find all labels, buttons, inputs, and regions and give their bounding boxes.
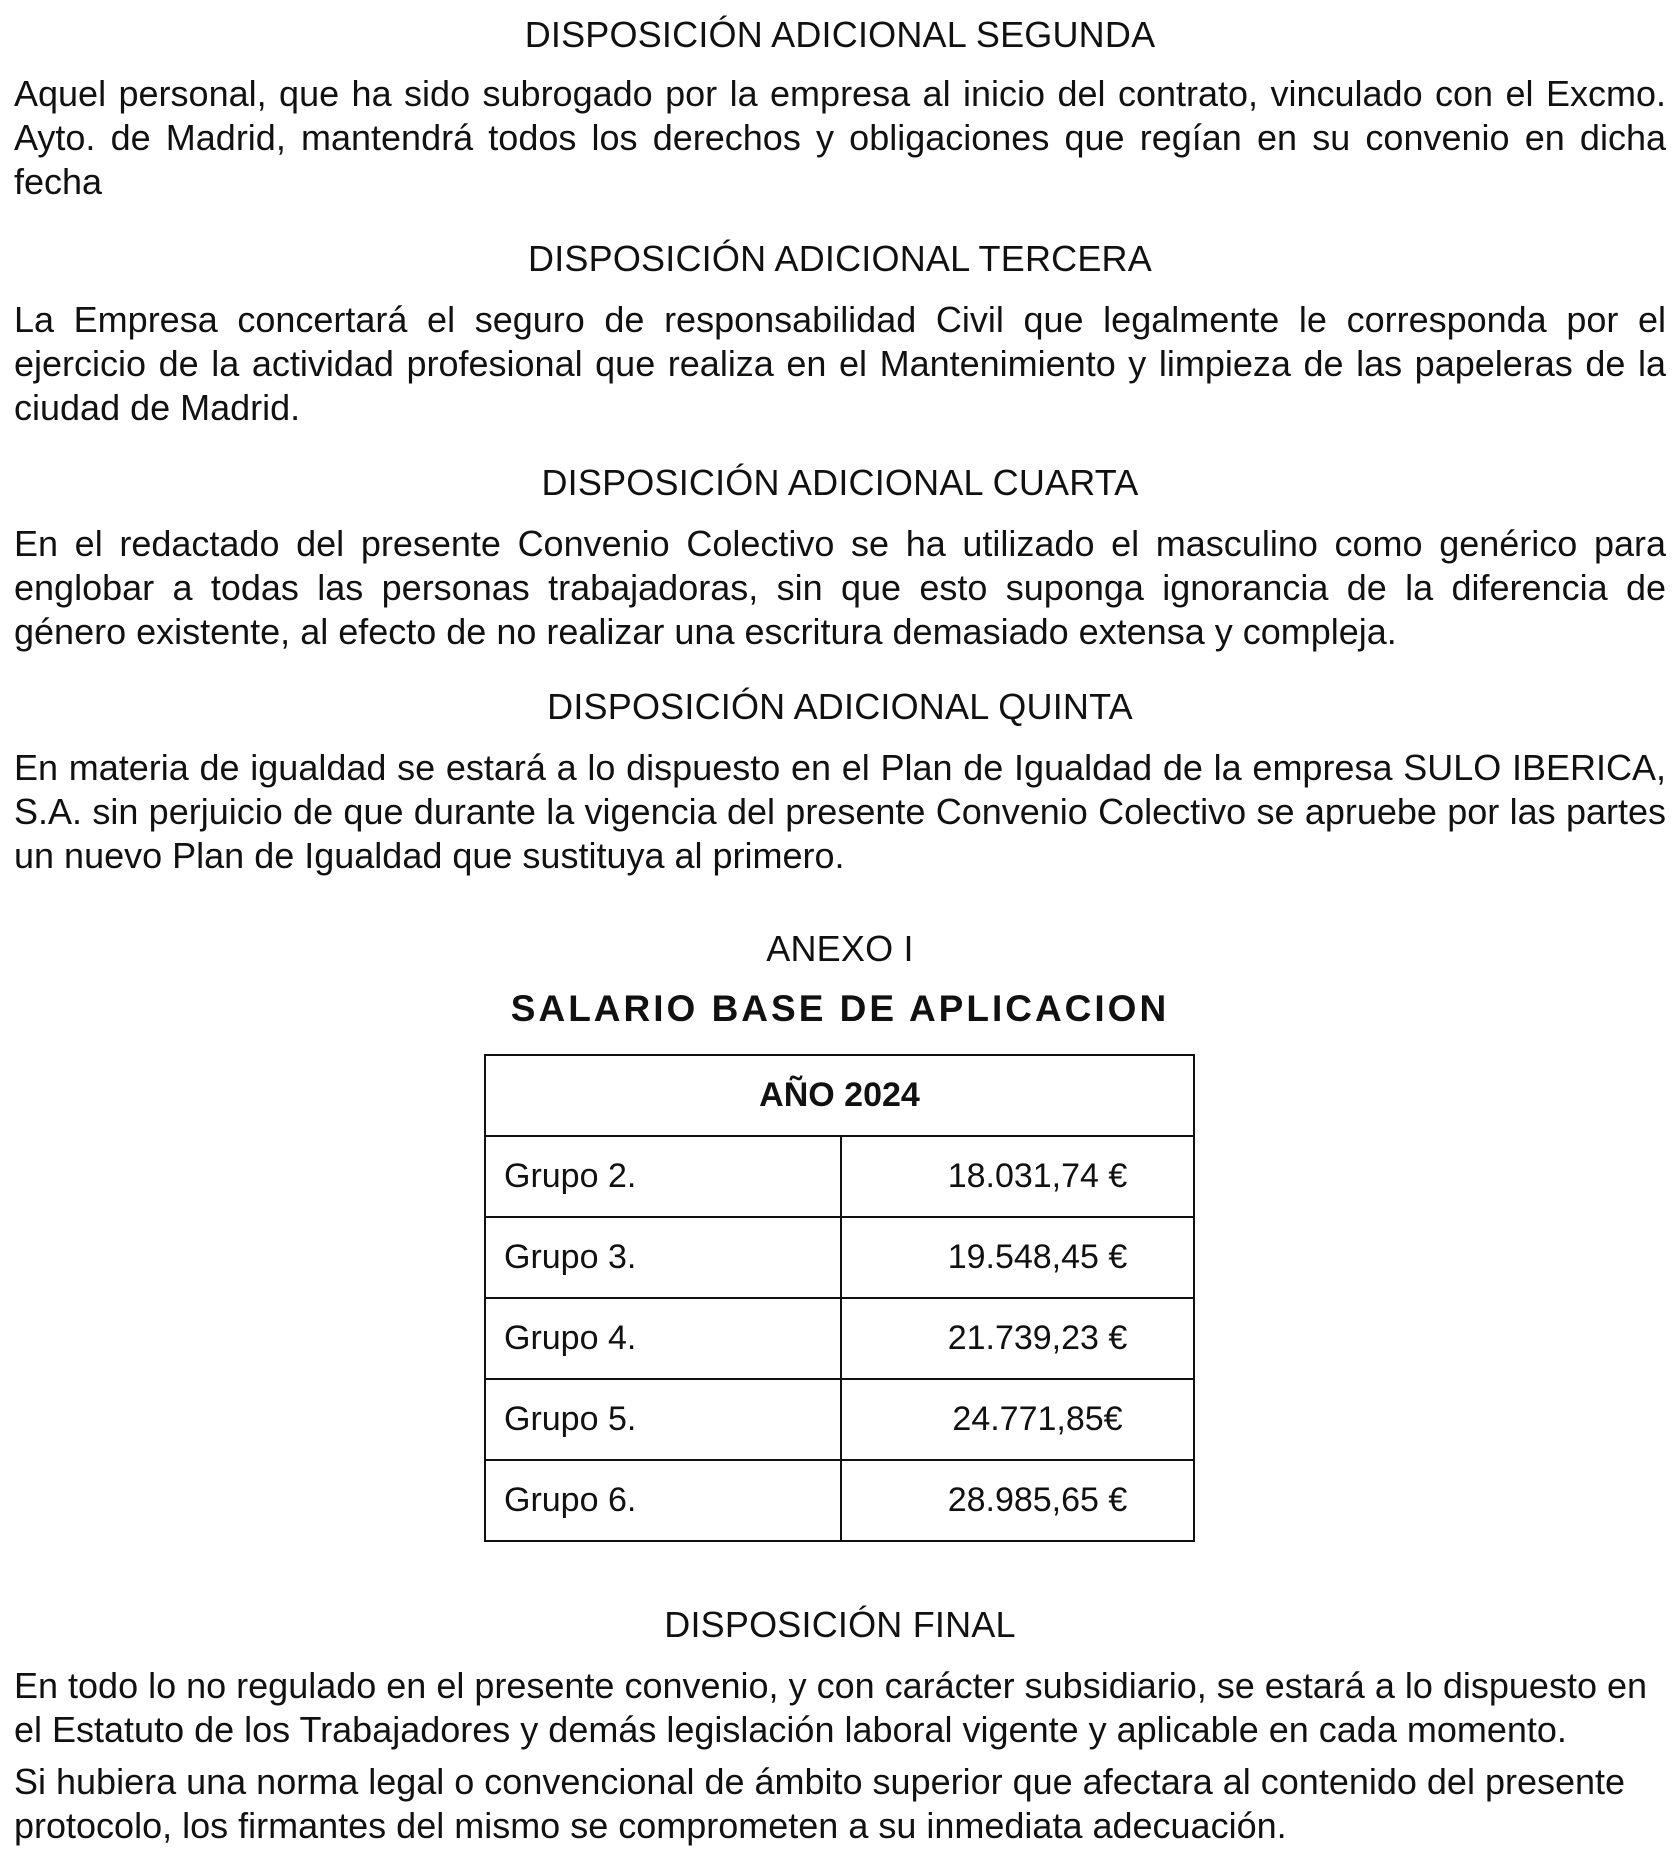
amount-cell: 18.031,74 € — [841, 1136, 1194, 1217]
amount-cell: 24.771,85€ — [841, 1379, 1194, 1460]
heading-disposicion-final: DISPOSICIÓN FINAL — [664, 1604, 1016, 1645]
table-row — [485, 1217, 1194, 1298]
table-row — [485, 1460, 1194, 1541]
group-cell: Grupo 2. — [485, 1136, 841, 1217]
salary-table — [484, 1054, 1195, 1542]
table-row — [485, 1298, 1194, 1379]
paragraph-disposicion-adicional-cuarta: En el redactado del presente Convenio Colectivo se ha utilizado el masculino como genérico para englobar a todas las personas trabajadoras, sin que esto suponga ignorancia de la diferencia de género existente, al efecto de no realizar una escritura demasiado extensa y compleja. — [14, 523, 1666, 652]
paragraph-disposicion-final-2: Si hubiera una norma legal o convencional de ámbito superior que afectara al contenido del presente protocolo, los firmantes del mismo se comprometen a su inmediata adecuación. — [14, 1761, 1626, 1846]
salary-table-year-header: AÑO 2024 — [485, 1055, 1194, 1136]
annex-title: ANEXO I — [766, 928, 914, 969]
paragraph-disposicion-final-1: En todo lo no regulado en el presente convenio, y con carácter subsidiario, se estará a lo dispuesto en el Estatuto de los Trabajadores y demás legislación laboral vigente y aplicable en cada momento. — [14, 1665, 1648, 1750]
group-cell: Grupo 5. — [485, 1379, 841, 1460]
amount-cell: 28.985,65 € — [841, 1460, 1194, 1541]
group-cell: Grupo 4. — [485, 1298, 841, 1379]
amount-cell: 21.739,23 € — [841, 1298, 1194, 1379]
group-cell: Grupo 6. — [485, 1460, 841, 1541]
group-cell: Grupo 3. — [485, 1217, 841, 1298]
heading-disposicion-adicional-cuarta: DISPOSICIÓN ADICIONAL CUARTA — [541, 462, 1139, 503]
table-row — [485, 1379, 1194, 1460]
annex-subtitle: SALARIO BASE DE APLICACION — [510, 988, 1170, 1029]
heading-disposicion-adicional-tercera: DISPOSICIÓN ADICIONAL TERCERA — [528, 238, 1152, 279]
paragraph-disposicion-adicional-tercera: La Empresa concertará el seguro de responsabilidad Civil que legalmente le corresponda por el ejercicio de la actividad profesional que realiza en el Mantenimiento y limpieza de las papeleras de la ciudad de Madrid. — [14, 299, 1666, 428]
amount-cell: 19.548,45 € — [841, 1217, 1194, 1298]
paragraph-disposicion-adicional-segunda: Aquel personal, que ha sido subrogado por la empresa al inicio del contrato, vinculado con el Excmo. Ayto. de Madrid, mantendrá todos los derechos y obligaciones que regían en su convenio en dicha fecha — [14, 73, 1666, 202]
paragraph-disposicion-adicional-quinta: En materia de igualdad se estará a lo dispuesto en el Plan de Igualdad de la empresa SULO IBERICA, S.A. sin perjuicio de que durante la vigencia del presente Convenio Colectivo se apruebe por las partes un nuevo Plan de Igualdad que sustituya al primero. — [14, 747, 1666, 876]
heading-disposicion-adicional-segunda: DISPOSICIÓN ADICIONAL SEGUNDA — [524, 14, 1156, 55]
table-row — [485, 1136, 1194, 1217]
heading-disposicion-adicional-quinta: DISPOSICIÓN ADICIONAL QUINTA — [547, 686, 1133, 727]
salary-table-header-row — [485, 1055, 1194, 1136]
